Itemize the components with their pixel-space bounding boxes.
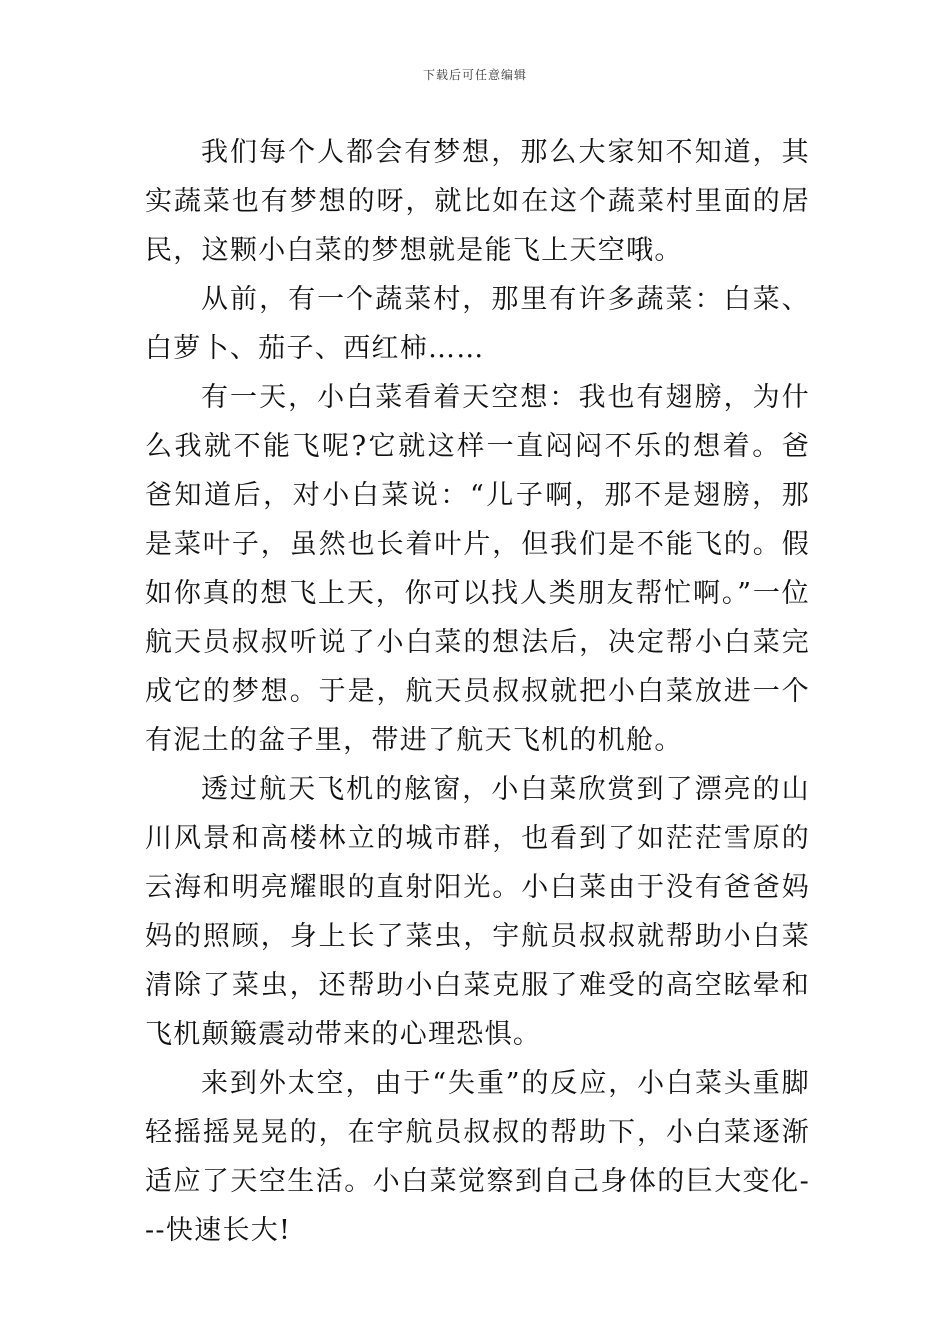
paragraph-4: 透过航天飞机的舷窗，小白菜欣赏到了漂亮的山川风景和高楼林立的城市群，也看到了如茫茫雪原的云海和明亮耀眼的直射阳光。小白菜由于没有爸爸妈妈的照顾，身上长了菜虫，宇航员叔叔就帮助小白菜清除了菜虫，还帮助小白菜克服了难受的高空眩晕和飞机颠簸震动带来的心理恐惧。 <box>145 774 810 1050</box>
header-note: 下载后可任意编辑 <box>422 68 527 82</box>
paragraph-5: 来到外太空，由于“失重”的反应，小白菜头重脚轻摇摇晃晃的，在宇航员叔叔的帮助下，小白菜逐渐适应了天空生活。小白菜觉察到自己身体的巨大变化---快速长大! <box>145 1068 810 1246</box>
paragraph-1: 我们每个人都会有梦想，那么大家知不知道，其实蔬菜也有梦想的呀，就比如在这个蔬菜村里面的居民，这颗小白菜的梦想就是能飞上天空哦。 <box>145 137 810 266</box>
paragraph-2: 从前，有一个蔬菜村，那里有许多蔬菜：白菜、白萝卜、茄子、西红柿…… <box>145 284 810 364</box>
paragraph-3: 有一天，小白菜看着天空想：我也有翅膀，为什么我就不能飞呢?它就这样一直闷闷不乐的想着。爸爸知道后，对小白菜说：“儿子啊，那不是翅膀，那是菜叶子，虽然也长着叶片，但我们是不能飞的。假如你真的想飞上天，你可以找人类朋友帮忙啊。”一位航天员叔叔听说了小白菜的想法后，决定帮小白菜完成它的梦想。于是，航天员叔叔就把小白菜放进一个有泥土的盆子里，带进了航天飞机的机舱。 <box>145 382 810 756</box>
document-body <box>145 128 810 1255</box>
